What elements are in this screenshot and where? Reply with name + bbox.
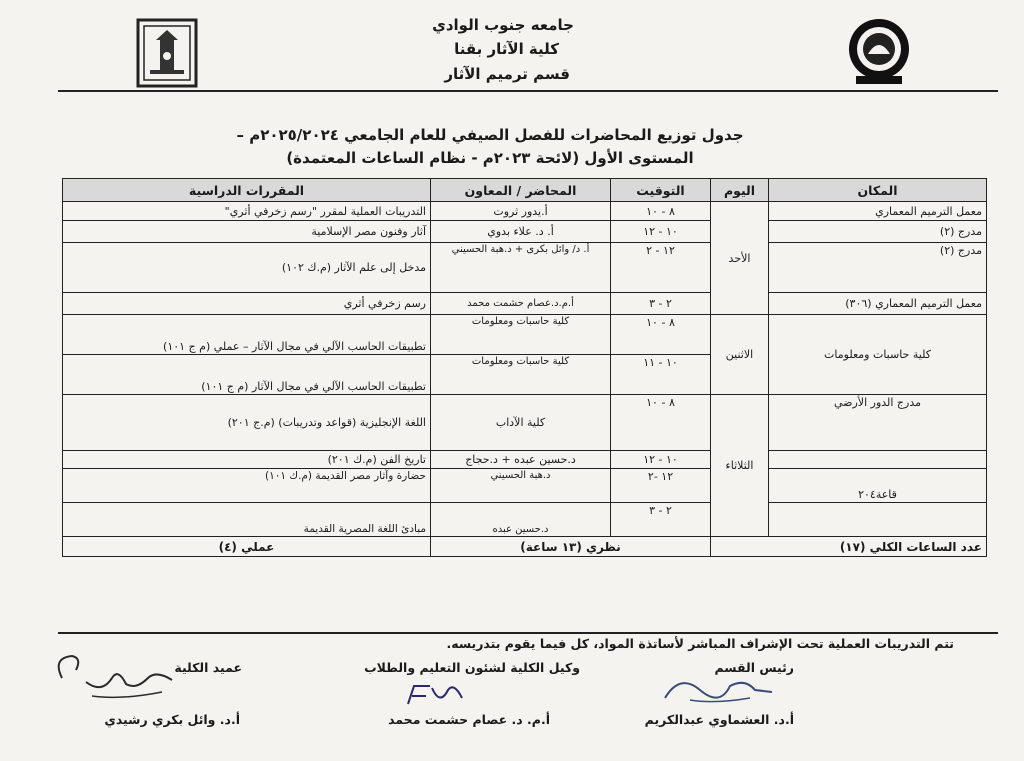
cell-lecturer: كلية حاسبات ومعلومات (431, 355, 611, 395)
cell-time: ١٢ - ٢ (611, 243, 711, 293)
cell-place: قاعة٢٠٤ (769, 469, 987, 503)
cell-place: معمل الترميم المعماري (٣٠٦) (769, 293, 987, 315)
university-emblem-logo (846, 16, 912, 86)
department-name: قسم ترميم الآثار (444, 65, 570, 83)
cell-time: ٢ - ٣ (611, 503, 711, 537)
cell-lecturer: أ. د. علاء بدوي (431, 221, 611, 243)
cell-place: مدرج (٢) (769, 221, 987, 243)
vice-dean-title: وكيل الكلية لشئون التعليم والطلاب (364, 660, 580, 675)
header-divider (58, 90, 998, 92)
cell-course: اللغة الإنجليزية (قواعد وتدريبات) (م.ج ٢٠١) (63, 395, 431, 451)
cell-course: مبادئ اللغة المصرية القديمة (63, 503, 431, 537)
cell-time: ٨ - ١٠ (611, 315, 711, 355)
cell-course: مدخل إلى علم الآثار (م.ك ١٠٢) (63, 243, 431, 293)
table-row (63, 293, 987, 315)
table-row (63, 315, 987, 355)
cell-place: مدرج (٢) (769, 243, 987, 293)
cell-lecturer: د.حسين عبده (431, 503, 611, 537)
cell-course: تاريخ الفن (م.ك ٢٠١) (63, 451, 431, 469)
cell-day-tuesday: الثلاثاء (711, 395, 769, 537)
cell-time: ٢ - ٣ (611, 293, 711, 315)
cell-place: كلية حاسبات ومعلومات (769, 315, 987, 395)
header-courses: المقررات الدراسية (63, 179, 431, 202)
department-head-signature (660, 668, 780, 708)
table-header-row (63, 179, 987, 202)
cell-lecturer: د.حسين عبده + د.حجاج (431, 451, 611, 469)
dean-name: أ.د. وائل بكري رشيدي (104, 712, 240, 727)
cell-place-empty (769, 503, 987, 537)
cell-place: معمل الترميم المعماري (769, 202, 987, 221)
cell-lecturer: أ.يدور ثروت (431, 202, 611, 221)
schedule-table (62, 178, 987, 557)
cell-time: ٨ - ١٠ (611, 202, 711, 221)
table-row (63, 503, 987, 537)
cell-course: تطبيقات الحاسب الآلي في مجال الآثار (م ج ١٠١) (63, 355, 431, 395)
header-lecturer: المحاضر / المعاون (431, 179, 611, 202)
total-hours: عدد الساعات الكلي (١٧) (711, 537, 987, 557)
cell-lecturer: د.هبة الحسيني (431, 469, 611, 503)
table-row (63, 469, 987, 503)
table-row (63, 395, 987, 451)
cell-time: ١٠ - ١١ (611, 355, 711, 395)
cell-time: ١٠ - ١٢ (611, 221, 711, 243)
header-day: اليوم (711, 179, 769, 202)
supervision-note: تتم التدريبات العملية تحت الإشراف المباشر لأساتذة المواد، كل فيما يقوم بتدريسه. (446, 636, 954, 651)
cell-day-sunday: الأحد (711, 202, 769, 315)
practical-hours: عملي (٤) (63, 537, 431, 557)
document-title-line-2: المستوى الأول (لائحة ٢٠٢٣م - نظام الساعات المعتمدة) (286, 149, 694, 167)
cell-day-monday: الاثنين (711, 315, 769, 395)
header-place: المكان (769, 179, 987, 202)
faculty-name: كلية الآثار بقنا (454, 40, 559, 58)
cell-place: مدرج الدور الأرضي (769, 395, 987, 451)
cell-lecturer: كلية حاسبات ومعلومات (431, 315, 611, 355)
dean-title: عميد الكلية (174, 660, 242, 675)
cell-lecturer: أ. د/ وائل بكرى + د.هبة الحسيني (431, 243, 611, 293)
cell-time: ٨ - ١٠ (611, 395, 711, 451)
footer-divider (58, 632, 998, 634)
cell-course: آثار وفنون مصر الإسلامية (63, 221, 431, 243)
cell-lecturer: أ.م.د.عصام حشمت محمد (431, 293, 611, 315)
cell-time: ١٠ - ١٢ (611, 451, 711, 469)
vice-dean-signature (400, 680, 470, 710)
cell-lecturer: كلية الآداب (431, 395, 611, 451)
faculty-seal-logo (136, 18, 198, 88)
cell-place-empty (769, 451, 987, 469)
table-row (63, 243, 987, 293)
university-name: جامعه جنوب الوادي (432, 16, 574, 34)
department-head-title: رئيس القسم (714, 660, 794, 675)
cell-course: حضارة وآثار مصر القديمة (م.ك ١٠١) (63, 469, 431, 503)
cell-time: ١٢ -٢ (611, 469, 711, 503)
header-time: التوقيت (611, 179, 711, 202)
cell-course: التدريبات العملية لمقرر "رسم زخرفي أثري" (63, 202, 431, 221)
vice-dean-name: أ.م. د. عصام حشمت محمد (388, 712, 550, 727)
document-title-line-1: جدول توزيع المحاضرات للفصل الصيفي للعام الجامعي ٢٠٢٥/٢٠٢٤م – (236, 126, 744, 144)
table-row (63, 221, 987, 243)
cell-course: رسم زخرفي أثري (63, 293, 431, 315)
dean-signature (52, 648, 182, 704)
theory-hours: نظري (١٣ ساعة) (431, 537, 711, 557)
table-row (63, 202, 987, 221)
cell-course: تطبيقات الحاسب الآلي في مجال الآثار – عملي (م ج ١٠١) (63, 315, 431, 355)
department-head-name: أ.د. العشماوي عبدالكريم (644, 712, 794, 727)
totals-row (63, 537, 987, 557)
table-row (63, 451, 987, 469)
